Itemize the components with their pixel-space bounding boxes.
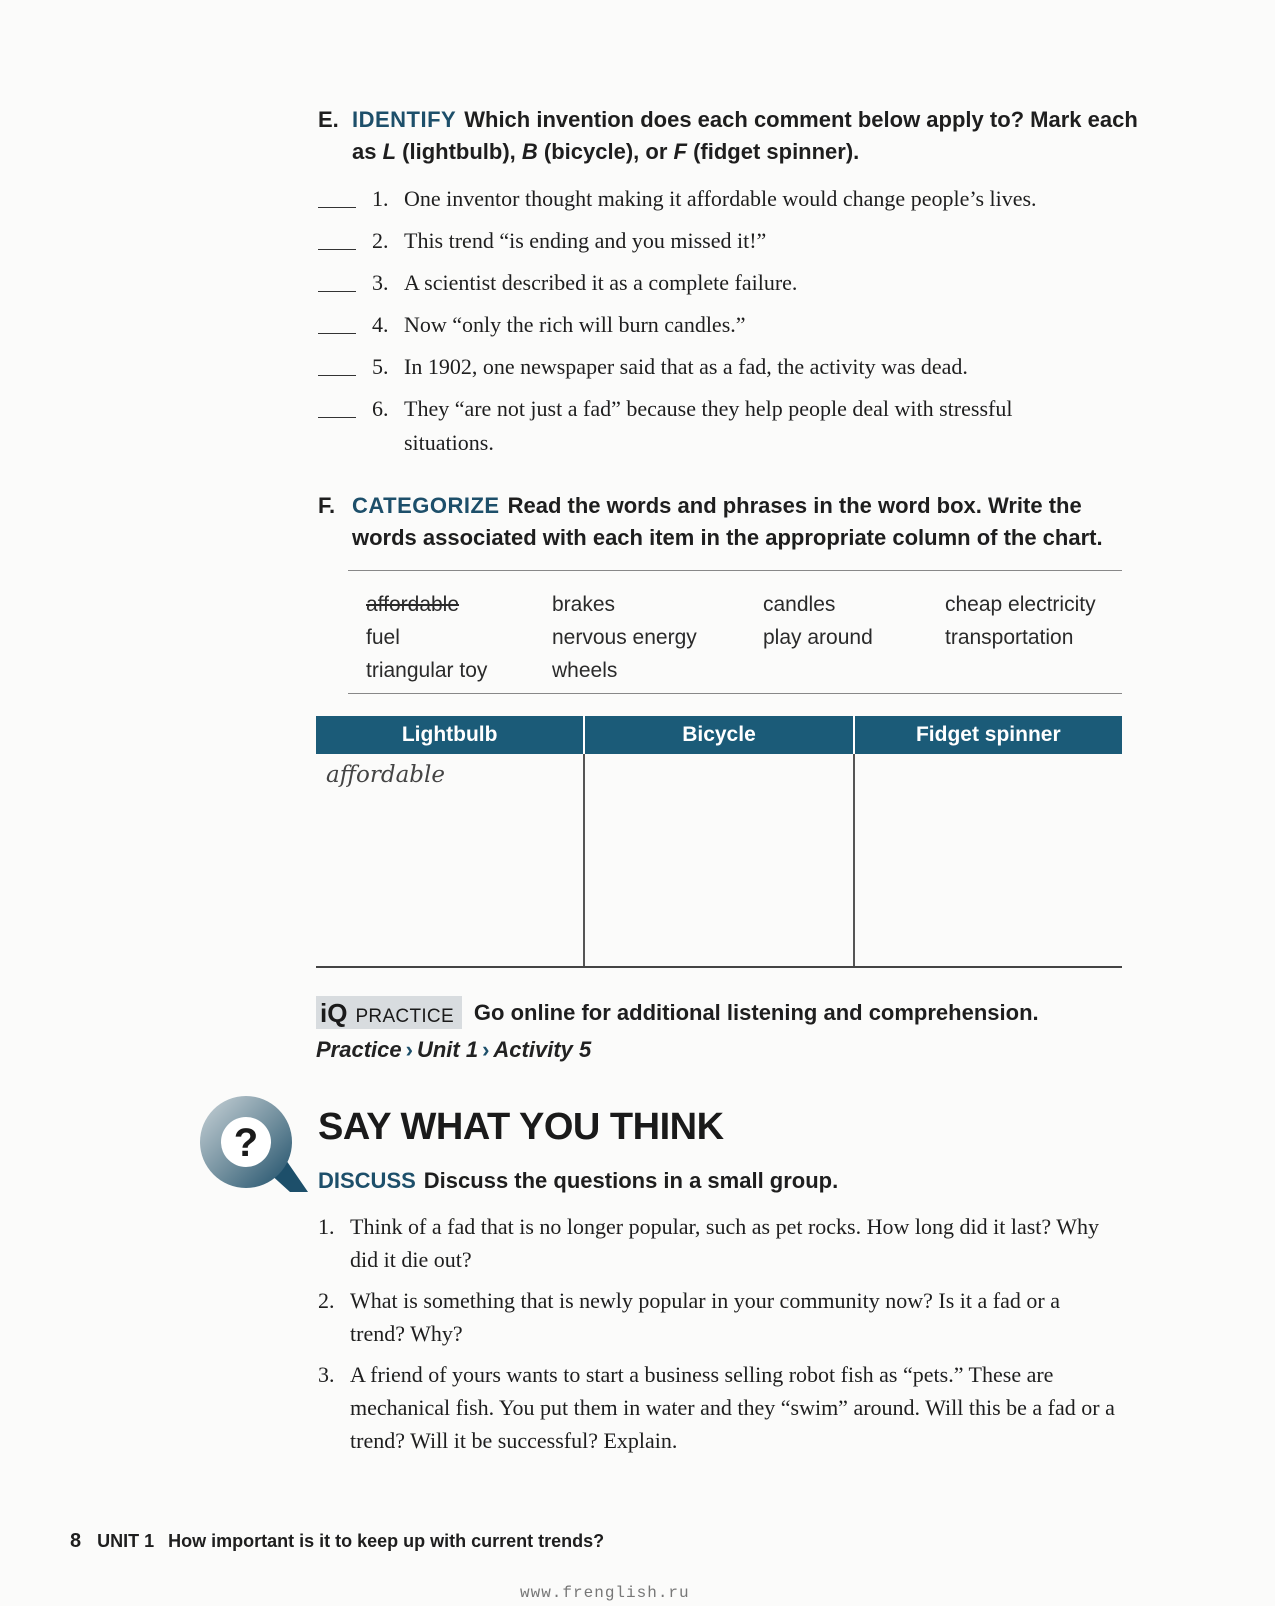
list-item: 3. A scientist described it as a complete failure. bbox=[318, 266, 1138, 300]
iq-practice-badge bbox=[316, 996, 462, 1029]
word-box-item: cheap electricity bbox=[945, 593, 1096, 616]
chart-column-fidget-spinner[interactable] bbox=[855, 754, 1122, 966]
list-item: 3. A friend of yours wants to start a business selling robot fish as “pets.” These are mechanical fish. You put them in water and they “swim” around. Will this be a fad or a trend? Will it be successful? Explain. bbox=[318, 1362, 1115, 1453]
discuss-label: DISCUSS bbox=[318, 1168, 416, 1193]
chart-header-fidget-spinner: Fidget spinner bbox=[855, 716, 1122, 754]
section-f bbox=[318, 490, 1138, 554]
chart-header-bicycle: Bicycle bbox=[585, 716, 854, 754]
iq-practice-path[interactable]: Practice › Unit 1 › Activity 5 bbox=[316, 1037, 592, 1062]
discuss-heading bbox=[318, 1168, 838, 1194]
section-letter: F. bbox=[318, 493, 336, 518]
chart-body bbox=[316, 754, 1122, 966]
word-box-item: brakes bbox=[552, 593, 616, 616]
chart-column-lightbulb[interactable] bbox=[316, 754, 585, 966]
identify-list bbox=[318, 182, 1138, 460]
list-item: 1. Think of a fad that is no longer popular, such as pet rocks. How long did it last? Why did it die out? bbox=[318, 1214, 1100, 1272]
word-box-item: affordable bbox=[366, 593, 460, 616]
say-what-you-think-title: SAY WHAT YOU THINK bbox=[318, 1106, 724, 1148]
list-item: 6. They “are not just a fad” because they help people deal with stressful situations. bbox=[318, 392, 1138, 460]
iq-logo: iQ bbox=[320, 998, 348, 1028]
discussion-list bbox=[318, 1210, 1128, 1465]
answer-blank[interactable] bbox=[318, 224, 356, 250]
chart-header-lightbulb: Lightbulb bbox=[316, 716, 585, 754]
section-f-heading bbox=[318, 490, 1138, 554]
word-box-item: fuel bbox=[366, 626, 400, 649]
word-box-item: transportation bbox=[945, 626, 1074, 649]
list-item: 2. What is something that is newly popular in your community now? Is it a fad or a trend? Why? bbox=[318, 1288, 1060, 1346]
word-box-item: triangular toy bbox=[366, 659, 488, 682]
section-e-heading bbox=[318, 104, 1138, 168]
word-box-item: candles bbox=[763, 593, 836, 616]
iq-practice-label: PRACTICE bbox=[355, 1006, 454, 1027]
list-item: 4. Now “only the rich will burn candles.” bbox=[318, 308, 1138, 342]
unit-label: UNIT 1 bbox=[97, 1531, 155, 1551]
discuss-instruction: Discuss the questions in a small group. bbox=[423, 1168, 839, 1193]
chart-header bbox=[316, 716, 1122, 754]
section-e bbox=[318, 104, 1138, 468]
word-box bbox=[348, 570, 1122, 694]
answer-blank[interactable] bbox=[318, 350, 356, 376]
section-label: CATEGORIZE bbox=[352, 493, 500, 518]
chevron-right-icon: › bbox=[482, 1037, 490, 1062]
chevron-right-icon: › bbox=[405, 1037, 413, 1062]
answer-blank[interactable] bbox=[318, 392, 356, 418]
list-item: 2. This trend “is ending and you missed it!” bbox=[318, 224, 1138, 258]
svg-text:?: ? bbox=[233, 1121, 259, 1165]
chart-column-bicycle[interactable] bbox=[585, 754, 854, 966]
iq-practice-text: Go online for additional listening and comprehension. bbox=[473, 999, 1039, 1025]
list-item: 1. One inventor thought making it affordable would change people’s lives. bbox=[318, 182, 1138, 216]
iq-practice bbox=[316, 996, 1136, 1063]
list-item: 5. In 1902, one newspaper said that as a fad, the activity was dead. bbox=[318, 350, 1138, 384]
answer-blank[interactable] bbox=[318, 308, 356, 334]
answer-blank[interactable] bbox=[318, 266, 356, 292]
word-box-item: nervous energy bbox=[552, 626, 697, 649]
page-number: 8 bbox=[70, 1530, 82, 1552]
word-box-item: play around bbox=[763, 626, 873, 649]
answer-blank[interactable] bbox=[318, 182, 356, 208]
section-letter: E. bbox=[318, 107, 339, 132]
page-footer bbox=[70, 1530, 604, 1553]
section-label: IDENTIFY bbox=[352, 107, 457, 132]
chart-example-entry: affordable bbox=[326, 762, 445, 788]
word-box-item: wheels bbox=[552, 659, 618, 682]
section-instruction: Read the words and phrases in the word box. Write the words associated with each item in the appropriate column of the chart. bbox=[352, 493, 1103, 550]
watermark: www.frenglish.ru bbox=[520, 1584, 690, 1602]
categorize-chart bbox=[316, 716, 1122, 968]
question-magnifier-icon bbox=[198, 1094, 310, 1198]
unit-question: How important is it to keep up with current trends? bbox=[168, 1531, 605, 1551]
section-instruction: Which invention does each comment below apply to? Mark each as L (lightbulb), B (bicycle), or F (fidget spinner). bbox=[352, 107, 1138, 164]
